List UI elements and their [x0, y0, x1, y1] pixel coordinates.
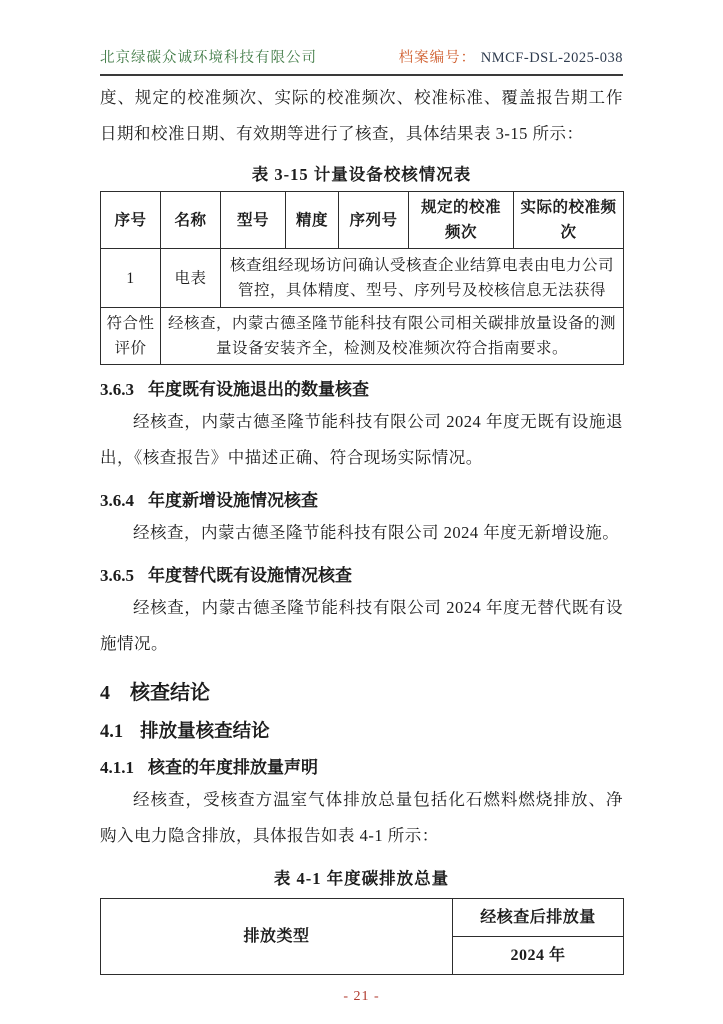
conformity-label: 符合性评价	[101, 308, 161, 365]
section-number: 4.1	[100, 722, 124, 742]
column-header-actual-freq: 实际的校准频次	[514, 192, 624, 249]
intro-paragraph: 度、规定的校准频次、实际的校准频次、校准标准、覆盖报告期工作日期和校准日期、有效期等进行了核查，具体结果表 3-15 所示：	[100, 88, 623, 143]
section-heading-4	[100, 676, 623, 705]
device-name: 电表	[161, 249, 221, 308]
column-header-serial: 序列号	[339, 192, 409, 249]
device-seq: 1	[101, 249, 161, 308]
page-header	[100, 0, 623, 76]
column-header-name: 名称	[161, 192, 221, 249]
table-row	[101, 192, 624, 249]
column-header-seq: 序号	[101, 192, 161, 249]
section-number: 4.1.1	[100, 758, 134, 777]
section-heading-3-6-5	[100, 561, 623, 586]
device-note: 核查组经现场访问确认受核查企业结算电表由电力公司管控，具体精度、型号、序列号及校核信息无法获得	[221, 249, 624, 308]
archive-id	[399, 46, 623, 67]
section-4-1-1-paragraph: 经核查，受核查方温室气体排放总量包括化石燃料燃烧排放、净购入电力隐含排放，具体报告如表 4-1 所示：	[100, 790, 623, 845]
page-number: - 21 -	[343, 989, 380, 1004]
column-header-accuracy: 精度	[286, 192, 339, 249]
section-title: 年度替代既有设施情况核查	[148, 566, 352, 585]
emission-type-header: 排放类型	[101, 899, 453, 975]
verified-emission-header: 经核查后排放量	[453, 899, 624, 937]
section-number: 3.6.5	[100, 566, 134, 585]
section-number: 3.6.3	[100, 380, 134, 399]
section-title: 核查结论	[130, 682, 210, 704]
company-name: 北京绿碳众诚环境科技有限公司	[100, 50, 317, 66]
section-3-6-4-paragraph: 经核查，内蒙古德圣隆节能科技有限公司 2024 年度无新增设施。	[133, 523, 620, 542]
section-title: 排放量核查结论	[140, 722, 270, 742]
table-3-15	[100, 191, 624, 365]
archive-id-label: 档案编号：	[398, 50, 477, 66]
column-header-required-freq: 规定的校准频次	[409, 192, 514, 249]
section-heading-4-1-1	[100, 753, 623, 778]
section-heading-4-1	[100, 717, 623, 743]
table-4-1	[100, 898, 624, 975]
section-heading-3-6-3	[100, 375, 623, 400]
table-row	[101, 899, 624, 937]
year-cell: 2024 年	[453, 937, 624, 975]
table-row	[101, 249, 624, 308]
table-row	[101, 308, 624, 365]
conformity-note: 经核查，内蒙古德圣隆节能科技有限公司相关碳排放量设备的测量设备安装齐全，检测及校准频次符合指南要求。	[161, 308, 624, 365]
section-title: 年度新增设施情况核查	[148, 491, 318, 510]
table-3-15-title: 表 3-15 计量设备校核情况表	[251, 165, 472, 184]
section-3-6-3-paragraph: 经核查，内蒙古德圣隆节能科技有限公司 2024 年度无既有设施退出，《核查报告》中描述正确、符合现场实际情况。	[100, 412, 623, 467]
column-header-model: 型号	[221, 192, 286, 249]
section-heading-3-6-4	[100, 486, 623, 511]
section-number: 4	[100, 682, 110, 704]
section-title: 核查的年度排放量声明	[148, 758, 318, 777]
section-title: 年度既有设施退出的数量核查	[148, 380, 369, 399]
section-number: 3.6.4	[100, 491, 134, 510]
archive-id-number: NMCF-DSL-2025-038	[480, 50, 623, 66]
table-4-1-title: 表 4-1 年度碳排放总量	[273, 869, 450, 888]
section-3-6-5-paragraph: 经核查，内蒙古德圣隆节能科技有限公司 2024 年度无替代既有设施情况。	[100, 598, 623, 653]
